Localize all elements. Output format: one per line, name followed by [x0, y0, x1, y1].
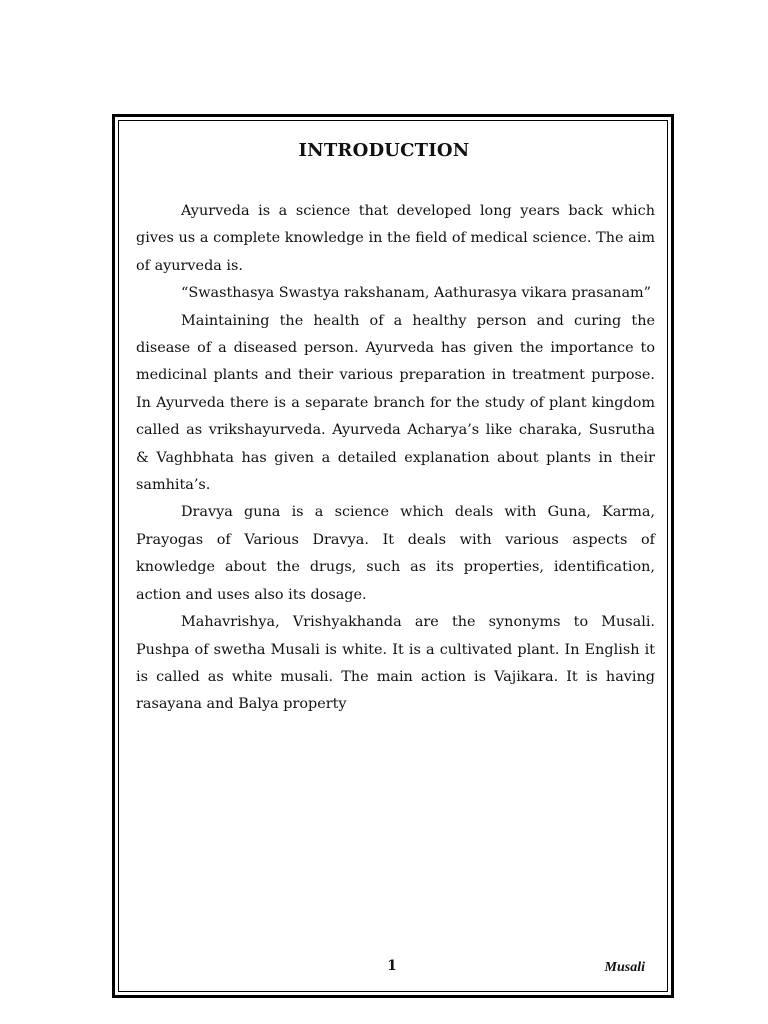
page-number: 1	[387, 958, 397, 974]
paragraph-dravya-guna: Dravya guna is a science which deals with Guna, Karma, Prayogas of Various Dravya. It deals with various aspects of knowledge about the drugs, such as its properties, identification, action and uses also its dosage.	[136, 504, 655, 603]
paragraph-quote: “Swasthasya Swastya rakshanam, Aathurasya vikara prasanam”	[181, 285, 652, 302]
paragraph-health: Maintaining the health of a healthy person and curing the disease of a diseased person. Ayurveda has given the importance to medicinal plants and their various preparation in treatment purpose. In Ayurveda there is a separate branch for the study of plant kingdom called as vrikshayurveda. Ayurveda Acharya’s like charaka, Susrutha & Vaghbhata has given a detailed explanation about plants in their samhita’s.	[136, 312, 655, 494]
paragraph-musali: Mahavrishya, Vrishyakhanda are the synonyms to Musali. Pushpa of swetha Musali is white. It is a cultivated plant. In English it is called as white musali. The main action is Vajikara. It is having rasayana and Balya property	[136, 614, 655, 713]
page-title: INTRODUCTION	[298, 140, 470, 161]
running-title: Musali	[604, 960, 645, 975]
body-text	[136, 198, 655, 719]
paragraph-intro: Ayurveda is a science that developed long years back which gives us a complete knowledge in the field of medical science. The aim of ayurveda is.	[136, 203, 655, 274]
